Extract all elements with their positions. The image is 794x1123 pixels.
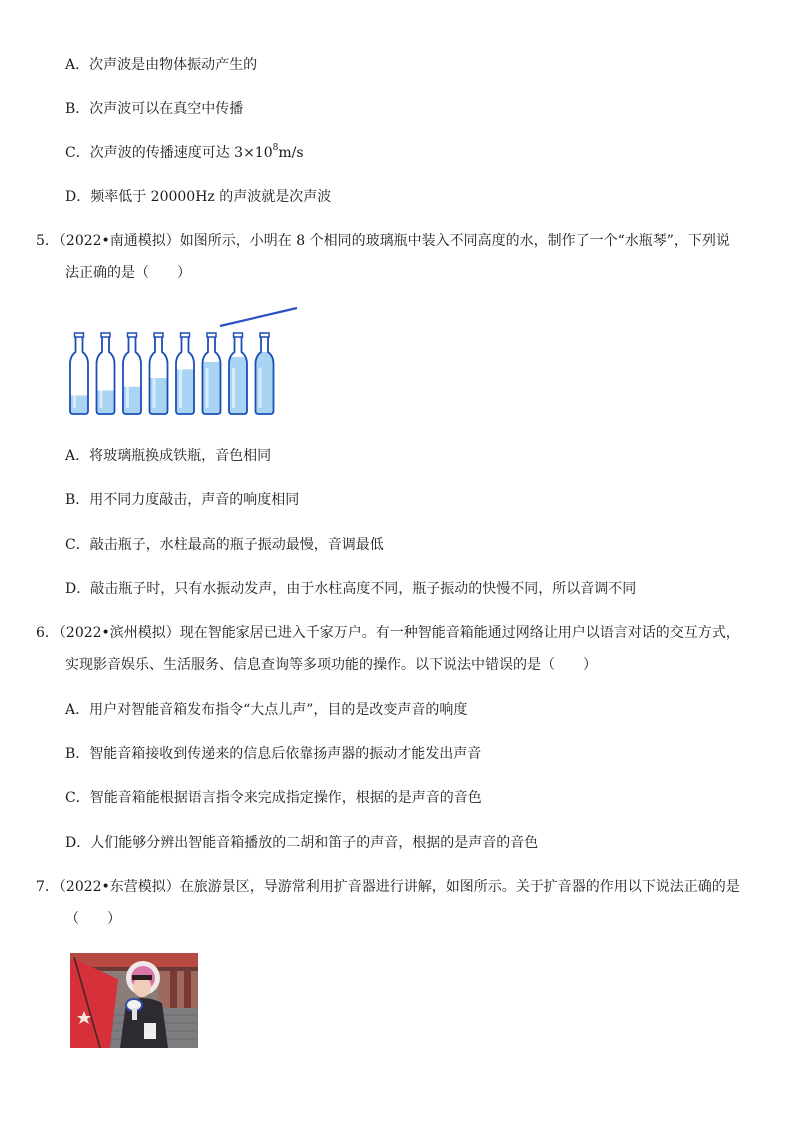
bottle-water: [175, 369, 195, 414]
bottle-shine: [100, 368, 103, 408]
bottle-water: [69, 395, 89, 414]
bottle-shine: [126, 368, 129, 408]
q6-option-d: D．人们能够分辨出智能音箱播放的二胡和笛子的声音，根据的是声音的音色: [65, 835, 539, 851]
q5-stem-line1: 5．（2022•南通模拟）如图所示，小明在 8 个相同的玻璃瓶中装入不同高度的水，制作了一个“水瓶琴”，下列说: [36, 233, 730, 249]
striking-stick: [220, 308, 297, 326]
bottle-shine: [232, 368, 235, 408]
q4-option-c: C．次声波的传播速度可达 $3\times 10^8m/s$: [65, 143, 304, 161]
q7-stem-line1: 7．（2022•东营模拟）在旅游景区，导游常利用扩音器进行讲解，如图所示。关于扩音器的作用以下说法正确的是: [36, 879, 740, 895]
q5-stem-line2: 法正确的是（ ）: [65, 265, 191, 281]
q5-option-d: D．敲击瓶子时，只有水振动发声，由于水柱高度不同，瓶子振动的快慢不同，所以音调不同: [65, 581, 637, 597]
bottle-shine: [259, 368, 262, 408]
q4-option-d: D．频率低于 20000Hz 的声波就是次声波: [65, 189, 332, 205]
q6-stem-line2: 实现影音娱乐、生活服务、信息查询等多项功能的操作。以下说法中错误的是（ ）: [65, 657, 597, 673]
bottle-water: [202, 362, 222, 414]
q7-stem-line2: （ ）: [65, 911, 121, 927]
bottle-water: [255, 352, 275, 414]
bottle-water: [228, 357, 248, 414]
bottle-lip: [154, 333, 163, 337]
q4-option-a: A．次声波是由物体振动产生的: [65, 57, 258, 73]
bottle-water: [122, 387, 142, 414]
bottle-lip: [181, 333, 190, 337]
bottle-shine: [153, 368, 156, 408]
bottle-water: [96, 390, 116, 414]
q4-option-b: B．次声波可以在真空中传播: [65, 101, 244, 117]
bottle-water: [149, 378, 169, 414]
q6-stem-line1: 6．（2022•滨州模拟）现在智能家居已进入千家万户。有一种智能音箱能通过网络让用户以语言对话的交互方式，: [36, 625, 740, 641]
bottle-lip: [260, 333, 269, 337]
water-bottles-figure: [66, 302, 302, 418]
q5-option-a: A．将玻璃瓶换成铁瓶，音色相同: [65, 448, 272, 464]
bottle-lip: [207, 333, 216, 337]
bottle-lip: [234, 333, 243, 337]
bottle-lip: [75, 333, 84, 337]
bottle-shine: [73, 368, 76, 408]
tour-guide-photo: [70, 953, 198, 1048]
bottle-lip: [101, 333, 110, 337]
q5-option-b: B．用不同力度敲击，声音的响度相同: [65, 492, 300, 508]
bottle-shine: [206, 368, 209, 408]
bottle-shine: [179, 368, 182, 408]
q6-option-a: A．用户对智能音箱发布指令“大点儿声”，目的是改变声音的响度: [65, 702, 468, 718]
bottle-lip: [128, 333, 137, 337]
q5-option-c: C．敲击瓶子，水柱最高的瓶子振动最慢，音调最低: [65, 537, 384, 553]
q6-option-c: C．智能音箱能根据语言指令来完成指定操作，根据的是声音的音色: [65, 790, 482, 806]
q6-option-b: B．智能音箱接收到传递来的信息后依靠扬声器的振动才能发出声音: [65, 746, 482, 762]
